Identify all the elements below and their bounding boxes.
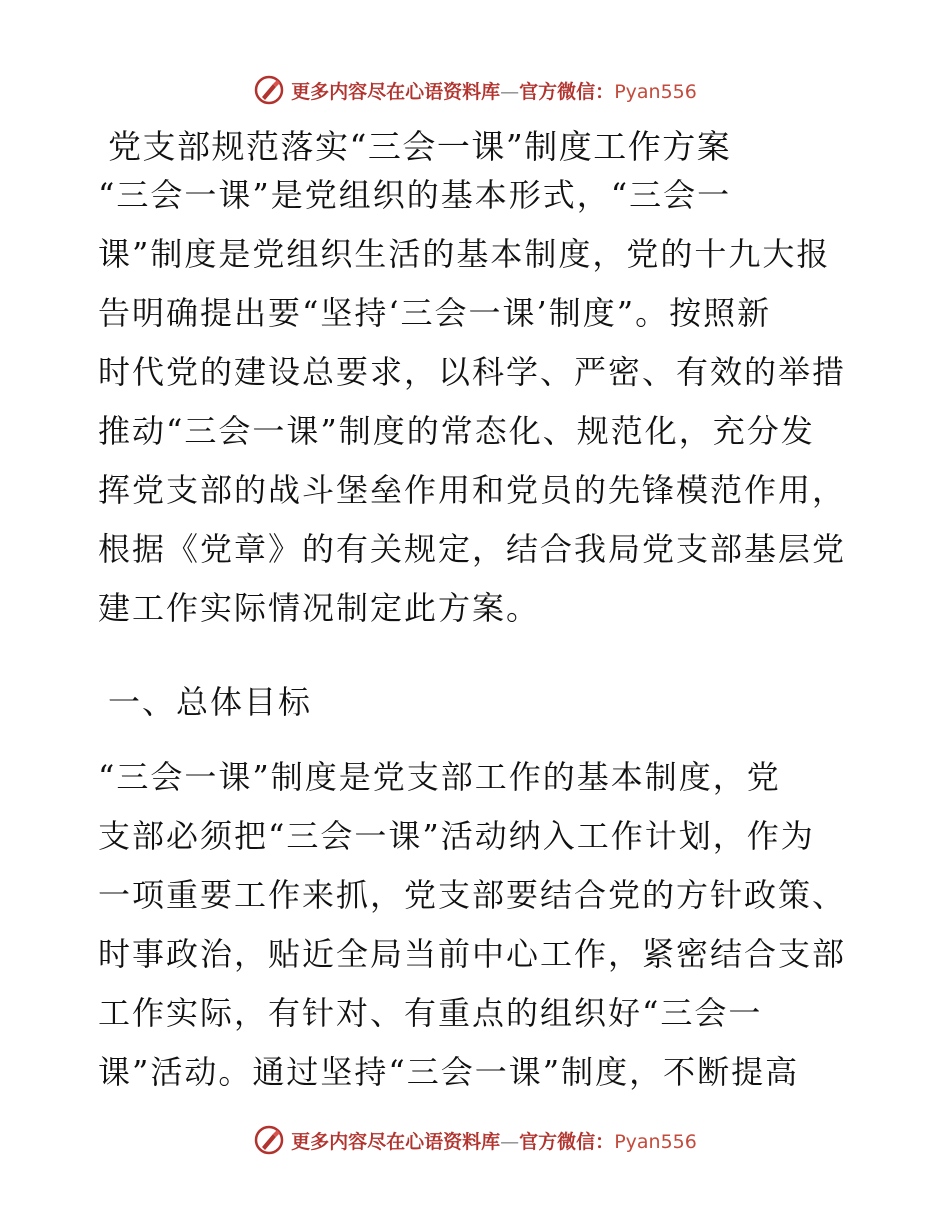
banner-text — [291, 1127, 697, 1154]
text-line: 时代党的建设总要求，以科学、严密、有效的举措 — [98, 353, 847, 391]
pen-logo-icon — [253, 74, 285, 106]
banner-separator: — — [500, 1130, 520, 1153]
banner-wechat-label: 官方微信： — [519, 1130, 615, 1153]
banner-main-text: 更多内容尽在心语资料库 — [291, 80, 501, 103]
banner-text — [291, 77, 697, 104]
banner-wechat-id: Pyan556 — [614, 1130, 697, 1153]
text-line: 工作实际，有针对、有重点的组织好“三会一 — [98, 994, 763, 1032]
footer-banner — [0, 1120, 950, 1160]
text-line: “三会一课”制度是党支部工作的基本制度，党 — [98, 758, 781, 796]
text-line: “三会一课”是党组织的基本形式，“三会一 — [98, 176, 732, 214]
text-line: 根据《党章》的有关规定，结合我局党支部基层党 — [98, 530, 847, 568]
text-line: 建工作实际情况制定此方案。 — [98, 589, 541, 627]
text-line: 支部必须把“三会一课”活动纳入工作计划，作为 — [98, 817, 815, 855]
banner-wechat-label: 官方微信： — [519, 80, 615, 103]
header-banner — [0, 70, 950, 110]
text-line: 一项重要工作来抓，党支部要结合党的方针政策、 — [98, 876, 847, 914]
pen-logo-icon — [253, 1124, 285, 1156]
banner-wechat-id: Pyan556 — [614, 80, 697, 103]
text-line: 挥党支部的战斗堡垒作用和党员的先锋模范作用， — [98, 471, 847, 509]
banner-separator: — — [500, 80, 520, 103]
text-line: 课”制度是党组织生活的基本制度，党的十九大报 — [98, 235, 831, 273]
text-line: 时事政治，贴近全局当前中心工作，紧密结合支部 — [98, 935, 847, 973]
document-title: 党支部规范落实“三会一课”制度工作方案 — [108, 127, 732, 166]
section-heading: 一、总体目标 — [108, 683, 313, 721]
text-line: 推动“三会一课”制度的常态化、规范化，充分发 — [98, 412, 815, 450]
section-paragraph — [98, 748, 858, 1102]
intro-paragraph — [98, 166, 858, 638]
text-line: 告明确提出要“坚持‘三会一课’制度”。按照新 — [98, 294, 772, 332]
text-line: 课”活动。通过坚持“三会一课”制度，不断提高 — [98, 1053, 800, 1091]
banner-main-text: 更多内容尽在心语资料库 — [291, 1130, 501, 1153]
